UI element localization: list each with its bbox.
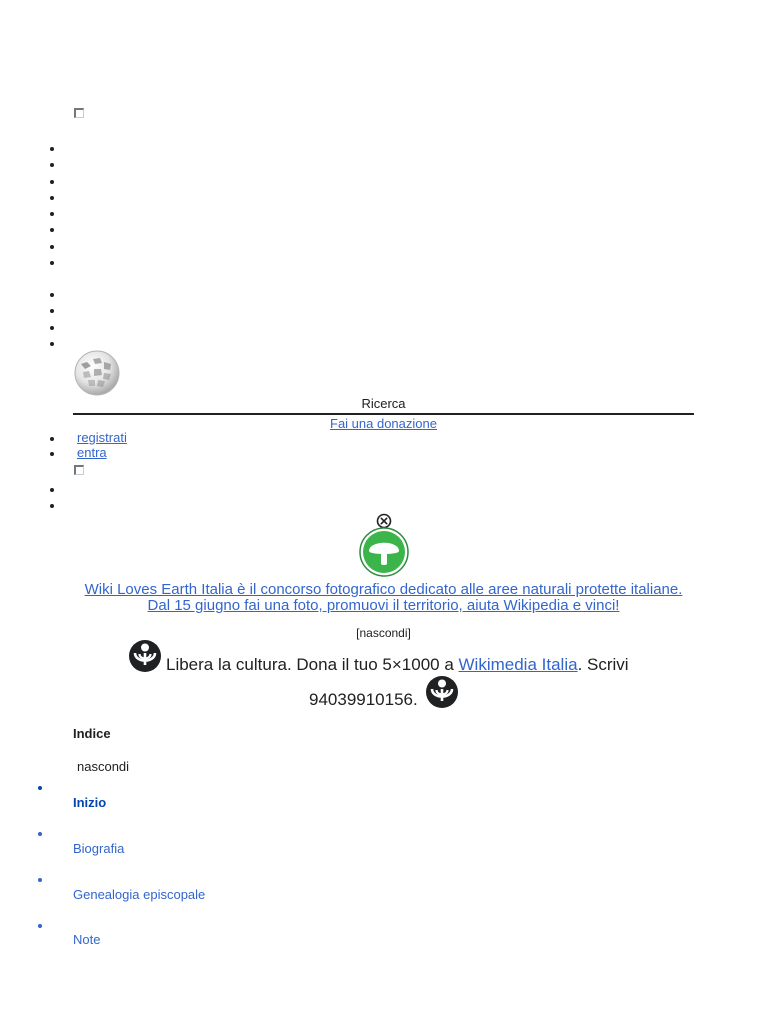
toc-item-inizio[interactable] xyxy=(0,782,400,812)
wiki-loves-earth-icon[interactable] xyxy=(359,527,409,577)
toc-item-biografia[interactable] xyxy=(0,828,400,858)
donation-text: Libera la cultura. Dona il tuo 5×1000 a xyxy=(166,655,459,674)
wikimedia-italia-link[interactable]: Wikimedia Italia xyxy=(458,655,578,674)
user-menu xyxy=(50,431,127,460)
bullet-icon xyxy=(38,832,42,836)
donate-link[interactable]: Fai una donazione xyxy=(330,416,437,431)
toc-label[interactable]: Genealogia episcopale xyxy=(73,887,206,902)
toc-title: Indice xyxy=(73,726,111,741)
bullet-icon xyxy=(38,878,42,882)
donation-code: 94039910156. xyxy=(309,690,418,709)
wikimedia-italia-icon xyxy=(425,675,459,709)
search-label: Ricerca xyxy=(361,396,406,411)
login-link[interactable]: entra xyxy=(77,444,107,460)
search-input[interactable] xyxy=(73,413,694,415)
donation-line-1 xyxy=(166,655,629,675)
banner-link-line2[interactable]: Dal 15 giugno fai una foto, promuovi il territorio, aiuta Wikipedia e vinci! xyxy=(147,597,620,614)
banner-text xyxy=(73,582,694,614)
register-link[interactable]: registrati xyxy=(77,430,127,445)
user-menu-item xyxy=(50,446,127,461)
bullet-icon xyxy=(38,924,42,928)
toc-item-note[interactable] xyxy=(0,920,400,950)
wikipedia-globe-icon[interactable] xyxy=(73,350,121,396)
donation-text-after: . Scrivi xyxy=(577,655,629,674)
bullet-icon xyxy=(38,786,42,790)
user-menu-item xyxy=(50,431,127,446)
toc-label[interactable]: Note xyxy=(73,932,101,947)
toc-label[interactable]: Inizio xyxy=(73,795,107,810)
banner-hide-link[interactable]: [nascondi] xyxy=(356,626,411,640)
user-menu-checkbox[interactable] xyxy=(74,465,84,475)
toc-label[interactable]: Biografia xyxy=(73,841,125,856)
toc-hide-toggle[interactable]: nascondi xyxy=(77,759,130,774)
main-menu-checkbox[interactable] xyxy=(74,108,84,118)
toc-item-genealogia[interactable] xyxy=(0,874,400,904)
wikimedia-italia-icon xyxy=(128,639,162,673)
banner-link-line1[interactable]: Wiki Loves Earth Italia è il concorso fotografico dedicato alle aree naturali protette italiane. xyxy=(84,581,683,598)
